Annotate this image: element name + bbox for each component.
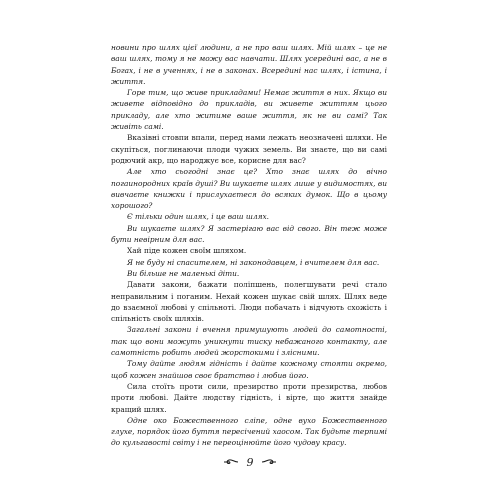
paragraph: Загальні закони і вчення примушують людей до самотності, так що вони можуть уникнути тиску небажаного контакту, але самотність робить людей жорстокими і злісними. [111, 325, 387, 358]
page-number: 9 [246, 456, 254, 469]
paragraph: Сила стоїть проти сили, презирство проти презирства, любов проти любові. Дайте людству гідність, і вірте, що життя знайде кращий шлях. [111, 381, 387, 414]
paragraph: Вказівні стовпи впали, перед нами лежать неозначені шляхи. Не скупіться, поглинаючи плоди чужих земель. Ви знаєте, що ви самі родючий акр, що народжує все, корисне для вас? [111, 133, 387, 165]
paragraph: Тому дайте людям гідність і дайте кожному стояти окремо, щоб кожен знайшов своє братство і любив його. [111, 359, 387, 380]
text-body [111, 42, 387, 449]
paragraph: Але хто сьогодні знає це? Хто знає шлях до вічно погаинородних країв душі? Ви шукаєте шлях лише у видимостях, ви вивчаєте книжки і прислухаєтеся до всяких думок. Що в цьому хорошого? [111, 167, 387, 211]
decorative-swash-left-icon [223, 456, 239, 470]
paragraph: новини про шлях цієї людини, а не про ваш шлях. Мій шлях – це не ваш шлях, тому я не можу вас навчати. Шлях усередині вас, а не в Богах, і не в ученнях, і не в законах. Всередині нас шлях, і істина, і життя. [111, 43, 387, 86]
paragraph: Одне око Божественного сліпе, одне вухо Божественного глухе, порядок його буття пересічений хаосом. Так будьте терпимі до кульгавості світу і не переоцінюйте його чудову красу. [111, 415, 387, 448]
page-footer [0, 456, 500, 470]
paragraph: Я не буду ні спасителем, ні законодавцем, і вчителем для вас. [127, 257, 380, 267]
paragraph: Є тільки один шлях, і це ваш шлях. [127, 212, 269, 222]
paragraph: Ви шукаєте шлях? Я застерігаю вас від свого. Він теж може бути невірним для вас. [111, 223, 387, 245]
paragraph: Горе тим, що живе прикладами! Немає життя в них. Якщо ви живете відповідно до прикладів, ви живете життям цього прикладу, але хто житиме ваше життя, як не ви самі? Так живіть самі. [111, 88, 387, 132]
paragraph: Ви більше не маленькі діти. [127, 268, 240, 278]
paragraph: Хай піде кожен своїм шляхом. [127, 246, 247, 256]
paragraph: Давати закони, бажати поліпшень, полегшувати речі стало неправильним і поганим. Нехай кожен шукає свій шлях. Шлях веде до взаємної любові у спільноті. Люди побачать і відчують схожість і спільність своїх шляхів. [111, 280, 387, 324]
decorative-swash-right-icon [261, 456, 277, 470]
